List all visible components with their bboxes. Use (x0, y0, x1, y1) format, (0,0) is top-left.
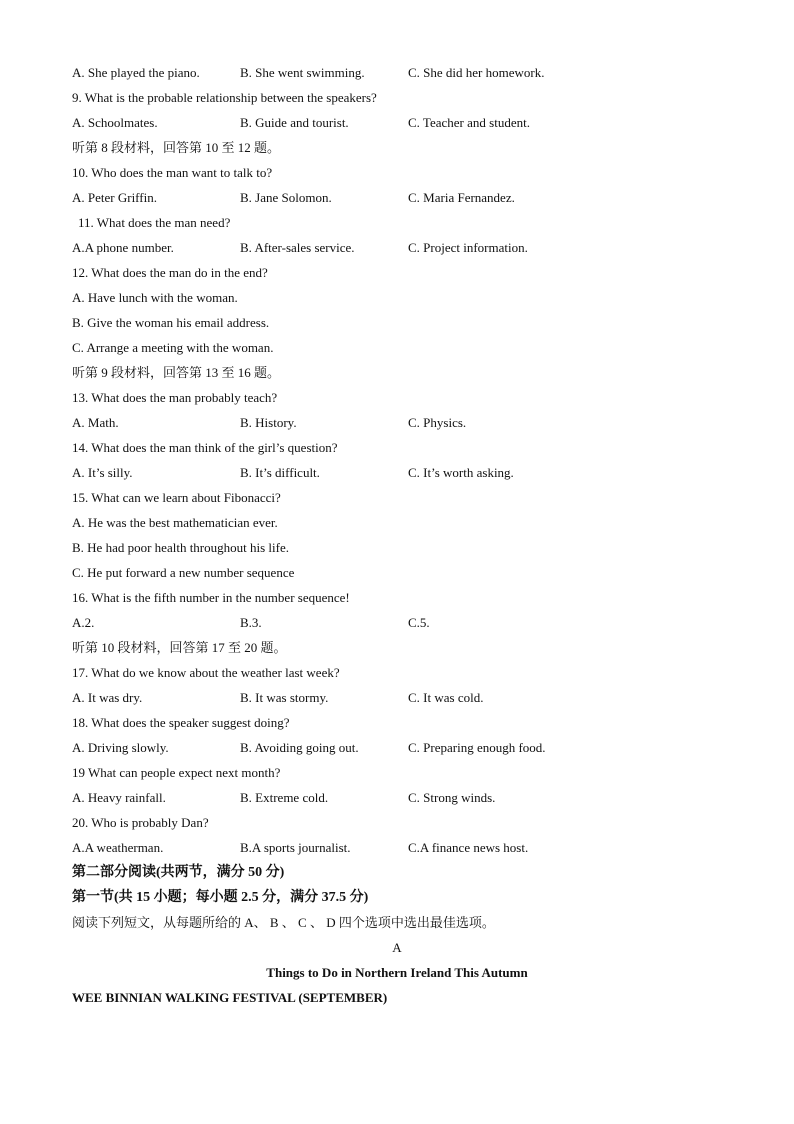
option-c: C. Project information. (408, 240, 528, 255)
option-b: B. History. (240, 415, 297, 430)
option-b: B. It was stormy. (240, 690, 329, 705)
option-b: B.A sports journalist. (240, 840, 351, 855)
option-a: A. Schoolmates. (72, 115, 158, 130)
question-text: 18. What does the speaker suggest doing? (72, 715, 290, 730)
option-b: B. Avoiding going out. (240, 740, 359, 755)
section-heading: 第一节(共 15 小题；每小题 2.5 分，满分 37.5 分) (72, 890, 369, 905)
question-text: 15. What can we learn about Fibonacci? (72, 490, 281, 505)
option-b: B.3. (240, 615, 262, 630)
option-a: A.2. (72, 615, 95, 630)
option-a: A. Heavy rainfall. (72, 790, 166, 805)
option-a: A.A weatherman. (72, 840, 164, 855)
passage-title: Things to Do in Northern Ireland This Autumn (266, 965, 528, 980)
option-a: A. It’s silly. (72, 465, 133, 480)
question-text: 9. What is the probable relationship between the speakers? (72, 90, 377, 105)
answer-options-row (72, 63, 722, 83)
option-a: A. She played the piano. (72, 65, 200, 80)
answer-options-row (72, 413, 722, 433)
answer-options-row (72, 188, 722, 208)
option-c: C. She did her homework. (408, 65, 545, 80)
question-text: 20. Who is probably Dan? (72, 815, 209, 830)
option-c: C. Strong winds. (408, 790, 496, 805)
answer-options-row (72, 738, 722, 758)
option-c: C. Maria Fernandez. (408, 190, 515, 205)
option-a: A. Peter Griffin. (72, 190, 157, 205)
option-a: A.A phone number. (72, 240, 174, 255)
answer-options-row (72, 688, 722, 708)
answer-options-row (72, 788, 722, 808)
answer-options-row (72, 113, 722, 133)
option-a: A. It was dry. (72, 690, 143, 705)
answer-option: A. Have lunch with the woman. (72, 290, 238, 305)
option-c: C. Teacher and student. (408, 115, 530, 130)
listening-instruction: 听第 8 段材料，回答第 10 至 12 题。 (72, 140, 281, 155)
question-text: 13. What does the man probably teach? (72, 390, 278, 405)
option-c: C. It was cold. (408, 690, 484, 705)
option-a: A. Driving slowly. (72, 740, 169, 755)
answer-options-row (72, 613, 722, 633)
answer-options-row (72, 838, 722, 858)
option-c: C.A finance news host. (408, 840, 529, 855)
listening-instruction: 听第 9 段材料，回答第 13 至 16 题。 (72, 365, 281, 380)
question-text: 19 What can people expect next month? (72, 765, 281, 780)
answer-option: B. Give the woman his email address. (72, 315, 270, 330)
question-text: 14. What does the man think of the girl’s question? (72, 440, 338, 455)
option-b: B. It’s difficult. (240, 465, 320, 480)
question-text: 12. What does the man do in the end? (72, 265, 268, 280)
option-b: B. Jane Solomon. (240, 190, 332, 205)
answer-option: C. He put forward a new number sequence (72, 565, 295, 580)
question-text: 11. What does the man need? (78, 215, 231, 230)
question-text: 16. What is the fifth number in the number sequence! (72, 590, 350, 605)
answer-options-row (72, 238, 722, 258)
answer-option: A. He was the best mathematician ever. (72, 515, 278, 530)
listening-instruction: 听第 10 段材料，回答第 17 至 20 题。 (72, 640, 287, 655)
option-b: B. After-sales service. (240, 240, 355, 255)
option-a: A. Math. (72, 415, 119, 430)
option-c: C. Preparing enough food. (408, 740, 546, 755)
answer-options-row (72, 463, 722, 483)
section-heading: WEE BINNIAN WALKING FESTIVAL (SEPTEMBER) (72, 990, 388, 1005)
option-c: C.5. (408, 615, 430, 630)
option-b: B. Guide and tourist. (240, 115, 349, 130)
section-heading: 第二部分阅读(共两节，满分 50 分) (72, 865, 285, 880)
option-b: B. Extreme cold. (240, 790, 329, 805)
option-b: B. She went swimming. (240, 65, 365, 80)
answer-option: C. Arrange a meeting with the woman. (72, 340, 274, 355)
option-c: C. It’s worth asking. (408, 465, 514, 480)
text-line: 阅读下列短文，从每题所给的 A、 B 、 C 、 D 四个选项中选出最佳选项。 (72, 915, 495, 930)
passage-letter: A (392, 940, 402, 955)
answer-option: B. He had poor health throughout his life. (72, 540, 289, 555)
option-c: C. Physics. (408, 415, 467, 430)
question-text: 17. What do we know about the weather last week? (72, 665, 340, 680)
question-text: 10. Who does the man want to talk to? (72, 165, 273, 180)
